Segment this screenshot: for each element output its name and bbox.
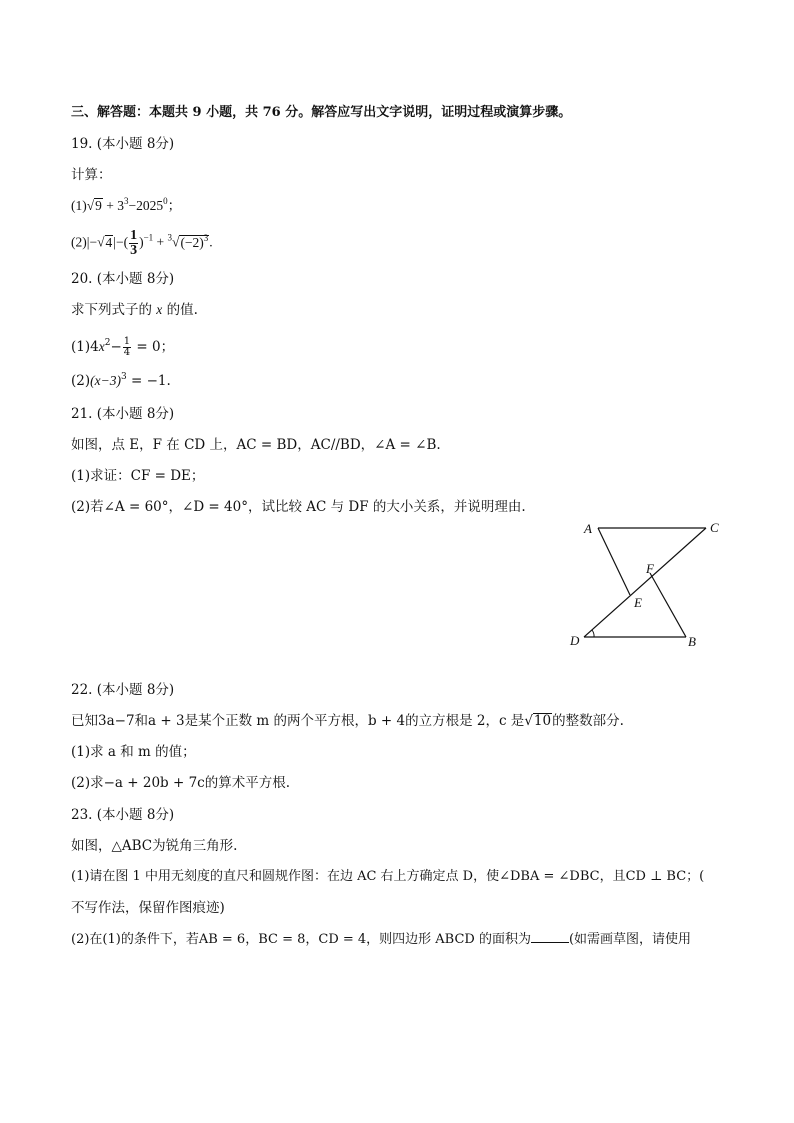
q19-part2-den: 3 <box>130 243 138 258</box>
q19-part2-fraction <box>129 229 138 258</box>
q23-header: 23. (本小题 8分) <box>71 807 175 823</box>
label-e: E <box>634 595 642 610</box>
q20-prompt-var: x <box>156 302 163 317</box>
segment-bf <box>650 573 686 637</box>
q19-part1-exp2: 0 <box>163 196 168 206</box>
label-c: C <box>710 520 719 535</box>
q19-part2: (2)|−√4|−( $\frac{1}{3}$ )$^{-1} + ^3√(-2)^3$. <box>71 228 213 258</box>
q19-part1-exp1: 3 <box>124 196 129 206</box>
q21-stem: 如图，点 E，F 在 CD 上，AC = BD，AC//BD，∠A = ∠B. <box>71 437 441 453</box>
q19-part1-end: ； <box>167 198 182 213</box>
q20-part1-exp: 2 <box>104 338 111 348</box>
q19-part2-tag: (2) <box>71 234 87 250</box>
q23-part1-line2: 不写作法，保留作图痕迹) <box>71 900 225 916</box>
q19-part1-term2: −2025 <box>128 198 164 213</box>
q20-part2-exp: 3 <box>120 372 127 382</box>
q20-part1 <box>71 337 174 358</box>
q20-part1-num: 1 <box>123 336 131 347</box>
q19-part2-close: ) <box>139 234 144 250</box>
q22-header: 22. (本小题 8分) <box>71 682 175 698</box>
q19-prompt: 计算： <box>71 167 112 183</box>
q23-part2 <box>71 930 691 949</box>
q20-part1-fraction <box>123 337 131 358</box>
q21-part1: (1)求证：CF = DE； <box>71 468 205 484</box>
q20-part2 <box>71 372 171 390</box>
q20-part1-tag: (1) <box>71 339 91 355</box>
q19-part2-cube-exp: 3 <box>203 232 209 243</box>
q19-part2-exp: −1 <box>143 232 154 243</box>
q21-geometry-figure <box>560 515 740 660</box>
q19-part1-term: + 3 <box>102 198 125 213</box>
q19-part2-cube-radicand <box>179 232 209 250</box>
q20-part1-den: 4 <box>123 347 131 358</box>
label-f: F <box>646 561 654 576</box>
q20-header: 20. (本小题 8分) <box>71 271 175 287</box>
q23-stem: 如图，△ABC为锐角三角形. <box>71 838 238 854</box>
q19-part1-radicand: 9 <box>95 198 102 213</box>
q20-part1-var: x <box>98 339 105 354</box>
q19-header: 19. (本小题 8分) <box>71 136 175 152</box>
q19-part2-abs-close: |−( <box>113 234 129 250</box>
q23-part2-b: (如需画草图，请使用 <box>568 932 692 947</box>
q20-part1-minus: − <box>110 339 122 355</box>
q19-part2-radicand: 4 <box>105 234 113 250</box>
q22-stem: 已知3a−7和a + 3是某个正数 m 的两个平方根，b + 4的立方根是 2，c 是√10的整数部分. <box>71 713 624 729</box>
segment-cd <box>584 528 706 637</box>
q20-part2-expr: (x−3) <box>90 373 121 388</box>
q23-part1-line1: (1)请在图 1 中用无刻度的直尺和圆规作图：在边 AC 右上方确定点 D，使∠DBA = ∠DBC，且CD ⊥ BC；( <box>71 869 705 884</box>
q21-part2: (2)若∠A = 60°，∠D = 40°，试比较 AC 与 DF 的大小关系，并说明理由. <box>71 499 526 515</box>
q23-part2-a: (2)在(1)的条件下，若AB = 6，BC = 8，CD = 4，则四边形 ABCD 的面积为 <box>71 932 531 947</box>
q19-part2-root-index: 3 <box>167 232 173 243</box>
label-a: A <box>584 521 592 536</box>
q20-part1-end: = 0； <box>132 339 175 355</box>
q20-part2-end: = −1. <box>126 373 171 389</box>
label-d: D <box>570 633 580 648</box>
q22-stem-b: 的整数部分. <box>552 713 624 729</box>
q21-header: 21. (本小题 8分) <box>71 406 175 422</box>
angle-d-arc <box>592 630 594 637</box>
q19-part2-abs-open: |− <box>86 234 98 250</box>
q22-part1: (1)求 a 和 m 的值； <box>71 744 196 760</box>
label-b: B <box>688 634 696 649</box>
q19-part2-end: . <box>209 234 213 250</box>
q22-part2: (2)求−a + 20b + 7c的算术平方根. <box>71 775 291 791</box>
answer-blank[interactable] <box>531 930 569 943</box>
q19-part1-tag: (1) <box>71 198 87 213</box>
segment-ae <box>598 528 630 595</box>
q19-part2-cube-base: (−2) <box>180 234 204 250</box>
q20-prompt-b: 的值. <box>162 302 198 318</box>
q19-part2-plus: + <box>153 234 168 250</box>
q20-part1-coef: 4 <box>90 339 99 355</box>
section-heading: 三、解答题：本题共 9 小题，共 76 分。解答应写出文字说明，证明过程或演算步骤。 <box>71 105 572 120</box>
q20-part2-tag: (2) <box>71 373 91 389</box>
q22-stem-radicand: 10 <box>533 713 552 729</box>
q20-prompt-a: 求下列式子的 <box>71 302 157 318</box>
q19-part1: $(1)√9 + 3^3-2025^0$； <box>71 196 182 213</box>
q19-part2-num: 1 <box>130 228 138 243</box>
q22-stem-a: 已知3a−7和a + 3是某个正数 m 的两个平方根，b + 4的立方根是 2，c 是 <box>71 713 525 729</box>
q20-prompt <box>71 301 198 319</box>
